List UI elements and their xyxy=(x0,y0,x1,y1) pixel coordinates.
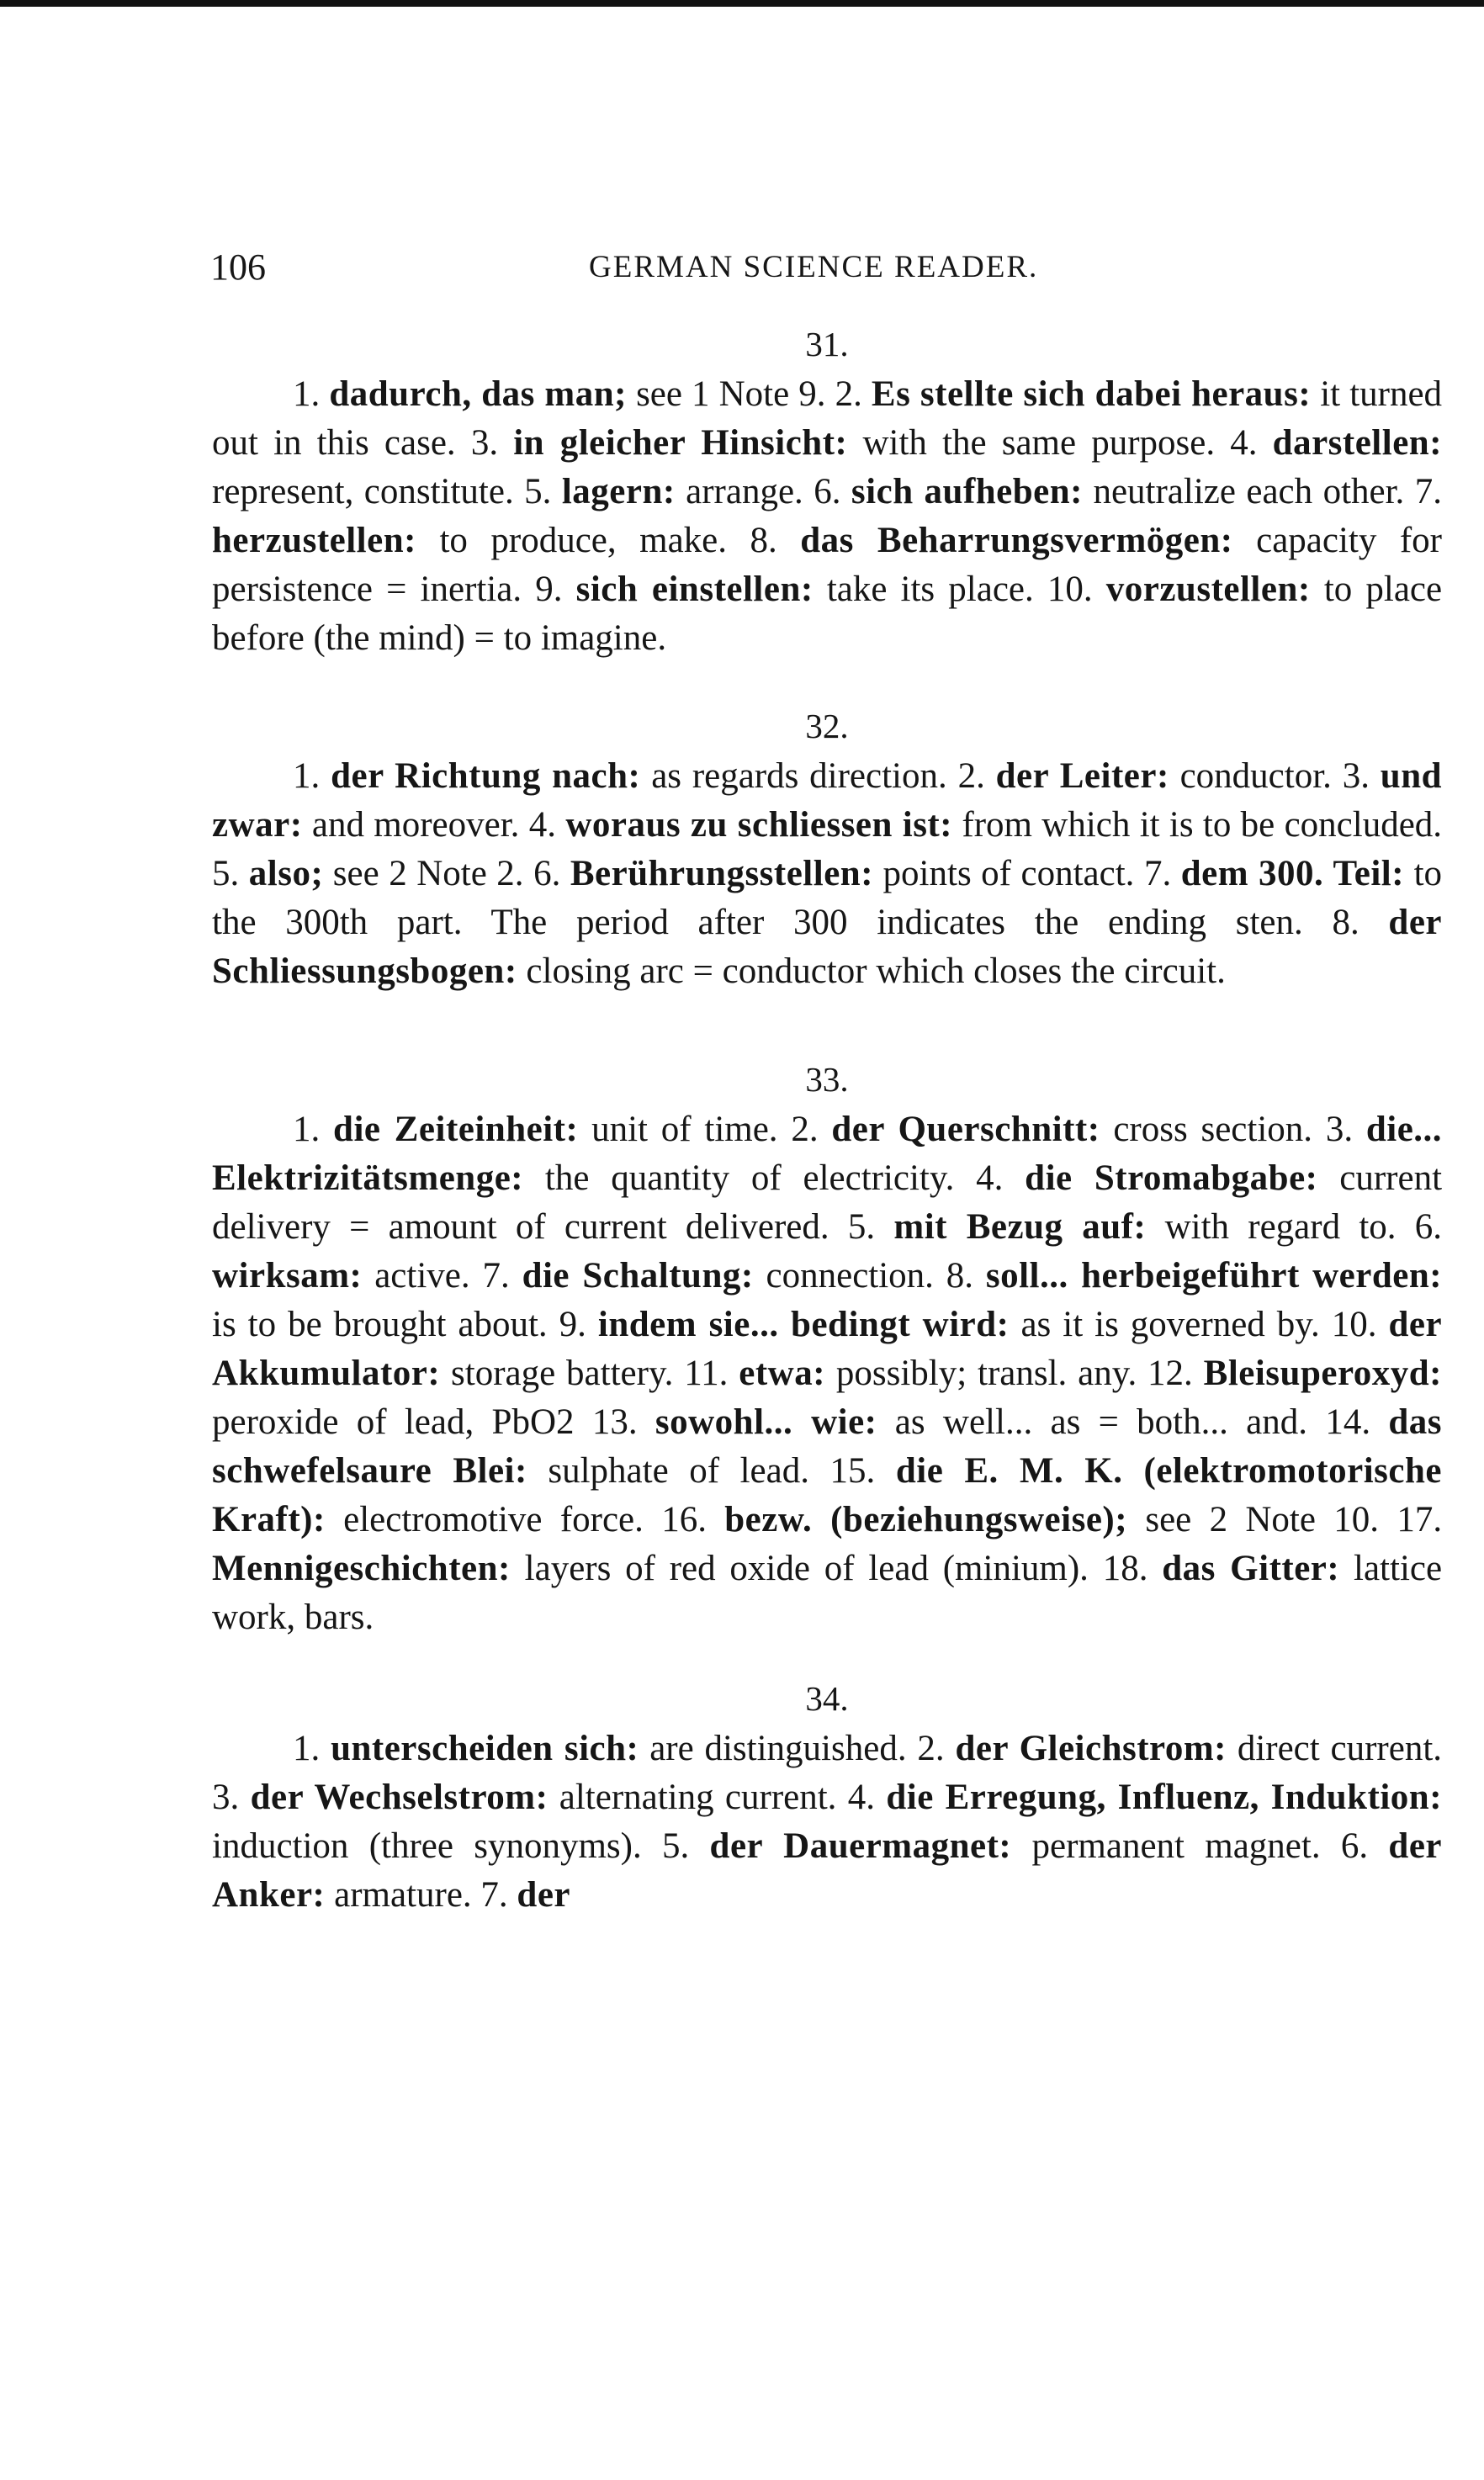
note-term: Es stellte sich dabei heraus: xyxy=(871,374,1312,414)
note-term: bezw. (beziehungsweise); xyxy=(724,1500,1128,1539)
note-number: 6. xyxy=(1414,1207,1443,1247)
notes-section-31 xyxy=(212,370,1442,663)
note-term: soll... herbeigeführt werden: xyxy=(985,1256,1443,1296)
note-term: die Schaltung: xyxy=(522,1256,754,1296)
note-item xyxy=(848,1207,1397,1247)
note-gloss: conductor. xyxy=(1179,756,1332,796)
note-number: 2. xyxy=(957,756,985,796)
note-gloss: current delivery = amount of current delivered. xyxy=(212,1158,1443,1247)
note-term: dadurch, das man; xyxy=(329,374,627,414)
note-term: sowohl... wie: xyxy=(655,1402,877,1442)
note-number: 1. xyxy=(293,374,321,414)
note-gloss: capacity for persistence = inertia. xyxy=(212,521,1442,609)
note-term: herzustellen: xyxy=(212,521,416,560)
note-number: 4. xyxy=(1230,423,1258,463)
note-term: dem 300. Teil: xyxy=(1180,854,1405,893)
note-term: sich aufheben: xyxy=(851,472,1084,511)
note-number: 3. xyxy=(1325,1110,1354,1149)
note-term: das Gitter: xyxy=(1162,1549,1340,1588)
note-term: wirksam: xyxy=(212,1256,363,1296)
note-item xyxy=(293,1110,778,1149)
note-term: mit Bezug auf: xyxy=(893,1207,1147,1247)
note-term: sich einstellen: xyxy=(575,570,814,609)
note-gloss: see 1 Note 9. xyxy=(636,374,826,414)
note-item xyxy=(917,1729,1442,1768)
note-term: der Dauermagnet: xyxy=(709,1826,1012,1866)
note-term: der Schliessungsbogen: xyxy=(212,903,1443,991)
note-item xyxy=(529,805,1442,845)
note-term: der Leiter: xyxy=(995,756,1169,796)
note-item xyxy=(293,756,947,796)
note-gloss: with regard to. xyxy=(1164,1207,1397,1247)
note-number: 5. xyxy=(847,1207,876,1247)
note-gloss: is to be brought about. xyxy=(212,1305,548,1344)
note-gloss: alternating current. xyxy=(559,1778,837,1817)
note-gloss: connection. xyxy=(766,1256,934,1296)
note-number: 12. xyxy=(1147,1354,1193,1393)
note-gloss: as it is governed by. xyxy=(1020,1305,1320,1344)
note-gloss: to produce, make. xyxy=(439,521,727,560)
note-number: 13. xyxy=(591,1402,638,1442)
note-term: das schwefelsaure Blei: xyxy=(212,1402,1443,1491)
note-term: darstellen: xyxy=(1272,423,1443,463)
note-number: 8. xyxy=(750,521,777,560)
section-heading-34: 34. xyxy=(805,1679,849,1718)
note-gloss: layers of red oxide of lead (minium). xyxy=(524,1549,1089,1588)
section-heading-31: 31. xyxy=(805,325,849,363)
note-term: Mennigeschichten: xyxy=(212,1549,511,1588)
note-number: 6. xyxy=(814,472,841,511)
note-gloss: to the 300th part. The period after 300 indicates the ending sten. xyxy=(212,854,1443,942)
note-term: der xyxy=(517,1875,571,1915)
note-gloss: unit of time. xyxy=(591,1110,778,1149)
section-heading-33: 33. xyxy=(805,1060,849,1099)
note-term: die Stromabgabe: xyxy=(1025,1158,1318,1198)
note-item xyxy=(791,1110,1312,1149)
note-gloss: see 2 Note 2. xyxy=(332,854,524,893)
note-gloss: direct current. xyxy=(1237,1729,1443,1768)
note-term: der Gleichstrom: xyxy=(955,1729,1227,1768)
note-number: 16. xyxy=(661,1500,707,1539)
note-gloss: arrange. xyxy=(686,472,803,511)
note-term: die E. M. K. (elektromotorische Kraft): xyxy=(212,1451,1442,1539)
note-gloss: points of contact. xyxy=(882,854,1135,893)
note-term: der Richtung nach: xyxy=(331,756,641,796)
note-gloss: cross section. xyxy=(1113,1110,1313,1149)
note-gloss: as well... as = both... and. xyxy=(894,1402,1308,1442)
note-gloss: are distinguished. xyxy=(649,1729,907,1768)
notes-text-block xyxy=(212,318,1442,1920)
note-item xyxy=(212,1778,836,1817)
note-number: 11. xyxy=(684,1354,729,1393)
note-gloss: the quantity of electricity. xyxy=(544,1158,955,1198)
note-item xyxy=(482,1256,933,1296)
note-item xyxy=(524,472,803,511)
note-item xyxy=(958,756,1332,796)
notes-section-32 xyxy=(212,752,1442,996)
note-item xyxy=(293,1729,907,1768)
note-term: das Beharrungsvermögen: xyxy=(800,521,1233,560)
running-title: GERMAN SCIENCE READER. xyxy=(589,250,1039,284)
note-item xyxy=(480,1875,570,1915)
note-number: 4. xyxy=(847,1778,876,1817)
note-gloss: see 2 Note 10. xyxy=(1145,1500,1379,1539)
note-number: 9. xyxy=(559,1305,586,1344)
note-item xyxy=(814,472,1404,511)
note-number: 17. xyxy=(1397,1500,1443,1539)
note-gloss: to place before (the mind) = to imagine. xyxy=(212,570,1443,658)
note-gloss: induction (three synonyms). xyxy=(212,1826,642,1866)
note-term: die... Elektrizitätsmenge: xyxy=(212,1110,1443,1198)
note-term: etwa: xyxy=(739,1354,826,1393)
note-term: indem sie... bedingt wird: xyxy=(597,1305,1010,1344)
note-gloss: permanent magnet. xyxy=(1031,1826,1321,1866)
note-gloss: possibly; transl. any. xyxy=(835,1354,1137,1393)
note-gloss: lattice work, bars. xyxy=(212,1549,1443,1637)
note-item xyxy=(533,854,1134,893)
note-gloss: it turned out in this case. xyxy=(212,374,1443,463)
note-item xyxy=(661,1500,1379,1539)
note-number: 6. xyxy=(533,854,561,893)
note-term: also; xyxy=(248,854,324,893)
note-number: 14. xyxy=(1325,1402,1371,1442)
note-number: 7. xyxy=(1414,472,1442,511)
note-item xyxy=(559,1305,1320,1344)
note-item xyxy=(662,1826,1321,1866)
notes-section-33 xyxy=(212,1105,1442,1642)
note-gloss: peroxide of lead, PbO2 xyxy=(212,1402,575,1442)
note-term: woraus zu schliessen ist: xyxy=(565,805,953,845)
note-number: 4. xyxy=(976,1158,1004,1198)
note-number: 7. xyxy=(482,1256,510,1296)
note-number: 15. xyxy=(829,1451,876,1491)
note-number: 1. xyxy=(293,1110,321,1149)
note-gloss: armature. xyxy=(334,1875,472,1915)
note-term: die Zeiteinheit: xyxy=(333,1110,579,1149)
note-item xyxy=(535,570,1034,609)
note-number: 4. xyxy=(528,805,556,845)
note-term: Berührungsstellen: xyxy=(570,854,874,893)
note-number: 8. xyxy=(946,1256,974,1296)
note-gloss: represent, constitute. xyxy=(212,472,514,511)
note-term: der Anker: xyxy=(212,1826,1442,1915)
top-border-rule xyxy=(0,0,1484,7)
note-number: 2. xyxy=(791,1110,819,1149)
note-term: lagern: xyxy=(561,472,676,511)
note-number: 1. xyxy=(293,756,321,796)
note-number: 5. xyxy=(212,854,240,893)
note-number: 9. xyxy=(535,570,563,609)
page-number: 106 xyxy=(210,246,266,288)
note-number: 18. xyxy=(1102,1549,1148,1588)
note-gloss: neutralize each other. xyxy=(1093,472,1405,511)
note-number: 7. xyxy=(480,1875,508,1915)
note-term: unterscheiden sich: xyxy=(331,1729,639,1768)
note-term: in gleicher Hinsicht: xyxy=(513,423,848,463)
note-number: 5. xyxy=(662,1826,690,1866)
note-gloss: storage battery. xyxy=(451,1354,674,1393)
note-term: und zwar: xyxy=(212,756,1443,845)
note-number: 5. xyxy=(524,472,552,511)
note-gloss: and moreover. xyxy=(311,805,520,845)
note-item xyxy=(471,423,1215,463)
note-number: 10. xyxy=(1331,1305,1377,1344)
note-term: die Erregung, Influenz, Induktion: xyxy=(886,1778,1443,1817)
note-number: 3. xyxy=(1342,756,1370,796)
note-number: 3. xyxy=(212,1778,240,1817)
section-heading-32: 32. xyxy=(805,707,849,745)
note-number: 7. xyxy=(1143,854,1172,893)
note-term: vorzustellen: xyxy=(1105,570,1311,609)
note-number: 8. xyxy=(1332,903,1359,942)
note-number: 2. xyxy=(835,374,862,414)
note-gloss: as regards direction. xyxy=(651,756,947,796)
note-number: 1. xyxy=(293,1729,321,1768)
note-item xyxy=(293,374,826,414)
note-number: 3. xyxy=(470,423,499,463)
note-gloss: from which it is to be concluded. xyxy=(962,805,1443,845)
note-term: Bleisuperoxyd: xyxy=(1203,1354,1442,1393)
note-item xyxy=(592,1402,1307,1442)
note-number: 6. xyxy=(1340,1826,1369,1866)
notes-section-34 xyxy=(212,1725,1442,1920)
note-gloss: take its place. xyxy=(826,570,1034,609)
note-gloss: with the same purpose. xyxy=(862,423,1216,463)
note-term: der Wechselstrom: xyxy=(250,1778,549,1817)
note-gloss: sulphate of lead. xyxy=(548,1451,809,1491)
note-gloss: closing arc = conductor which closes the circuit. xyxy=(526,951,1226,991)
note-number: 10. xyxy=(1047,570,1093,609)
note-item xyxy=(212,854,524,893)
note-term: der Querschnitt: xyxy=(831,1110,1100,1149)
note-item xyxy=(684,1354,1137,1393)
note-term: der Akkumulator: xyxy=(212,1305,1443,1393)
note-gloss: electromotive force. xyxy=(343,1500,644,1539)
running-head xyxy=(210,246,1442,296)
note-gloss: active. xyxy=(374,1256,470,1296)
note-number: 2. xyxy=(917,1729,945,1768)
